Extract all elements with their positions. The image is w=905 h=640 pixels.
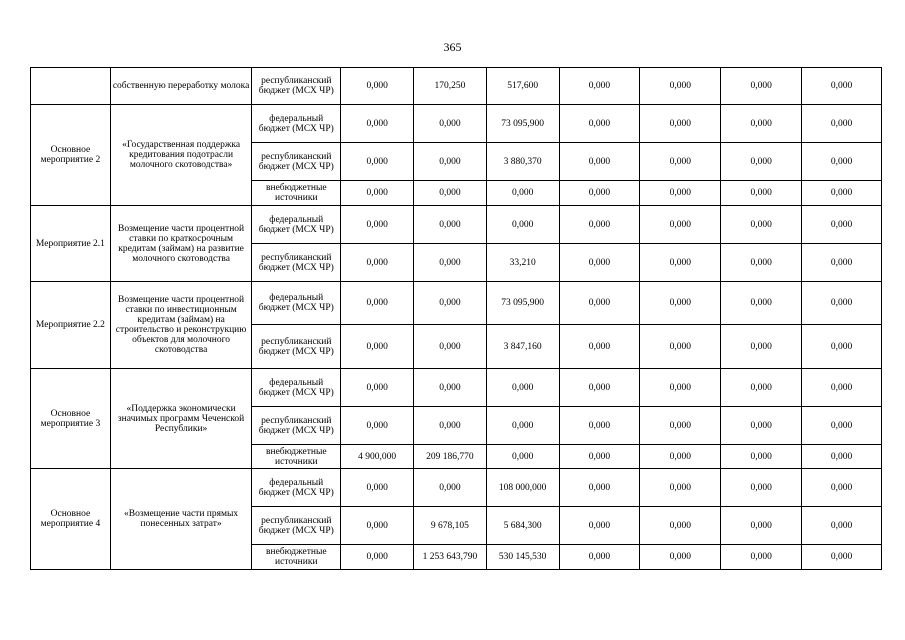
value-cell: 0,000 [414, 244, 487, 282]
value-cell: 0,000 [802, 282, 882, 325]
value-cell: 73 095,900 [486, 105, 559, 143]
value-cell: 0,000 [640, 206, 721, 244]
value-cell: 0,000 [341, 282, 414, 325]
funding-source: республиканский бюджет (МСХ ЧР) [252, 407, 341, 445]
value-cell: 0,000 [559, 469, 640, 507]
value-cell: 0,000 [414, 105, 487, 143]
value-cell: 0,000 [721, 105, 802, 143]
funding-source: республиканский бюджет (МСХ ЧР) [252, 244, 341, 282]
value-cell: 0,000 [640, 469, 721, 507]
table-row [31, 282, 882, 325]
value-cell: 209 186,770 [414, 445, 487, 469]
value-cell: 0,000 [559, 445, 640, 469]
value-cell: 1 253 643,790 [414, 545, 487, 570]
value-cell: 0,000 [640, 325, 721, 369]
value-cell: 0,000 [721, 325, 802, 369]
value-cell: 0,000 [640, 507, 721, 545]
value-cell: 0,000 [414, 369, 487, 407]
value-cell: 0,000 [559, 105, 640, 143]
value-cell: 0,000 [341, 143, 414, 181]
value-cell: 0,000 [721, 181, 802, 206]
value-cell: 0,000 [802, 507, 882, 545]
value-cell: 0,000 [802, 369, 882, 407]
value-cell: 0,000 [640, 244, 721, 282]
value-cell: 0,000 [640, 68, 721, 105]
value-cell: 0,000 [341, 545, 414, 570]
value-cell: 0,000 [341, 206, 414, 244]
value-cell: 0,000 [341, 68, 414, 105]
value-cell: 0,000 [486, 369, 559, 407]
value-cell: 0,000 [341, 469, 414, 507]
value-cell: 0,000 [721, 545, 802, 570]
funding-source: республиканский бюджет (МСХ ЧР) [252, 143, 341, 181]
value-cell: 0,000 [414, 325, 487, 369]
budget-table [30, 67, 882, 570]
value-cell: 0,000 [640, 369, 721, 407]
value-cell: 0,000 [414, 206, 487, 244]
value-cell: 0,000 [802, 445, 882, 469]
measure-title: собственную переработку молока [110, 68, 251, 105]
funding-source: федеральный бюджет (МСХ ЧР) [252, 469, 341, 507]
value-cell: 0,000 [559, 282, 640, 325]
value-cell: 0,000 [486, 206, 559, 244]
value-cell: 5 684,300 [486, 507, 559, 545]
value-cell: 0,000 [559, 545, 640, 570]
value-cell: 0,000 [802, 545, 882, 570]
value-cell: 530 145,530 [486, 545, 559, 570]
table-row [31, 369, 882, 407]
value-cell: 0,000 [721, 507, 802, 545]
value-cell: 0,000 [341, 244, 414, 282]
value-cell: 0,000 [640, 545, 721, 570]
measure-title: «Поддержка экономически значимых программ Чеченской Республики» [110, 369, 251, 469]
measure-title: «Государственная поддержка кредитования подотрасли молочного скотоводства» [110, 105, 251, 206]
measure-code: Мероприятие 2.1 [31, 206, 111, 282]
table-row [31, 469, 882, 507]
value-cell: 0,000 [802, 407, 882, 445]
value-cell: 0,000 [802, 244, 882, 282]
funding-source: федеральный бюджет (МСХ ЧР) [252, 282, 341, 325]
value-cell: 0,000 [721, 445, 802, 469]
value-cell: 0,000 [559, 244, 640, 282]
value-cell: 0,000 [341, 407, 414, 445]
funding-source: внебюджетные источники [252, 445, 341, 469]
value-cell: 0,000 [486, 181, 559, 206]
measure-code [31, 68, 111, 105]
value-cell: 3 847,160 [486, 325, 559, 369]
value-cell: 0,000 [414, 181, 487, 206]
value-cell: 0,000 [486, 407, 559, 445]
value-cell: 73 095,900 [486, 282, 559, 325]
value-cell: 0,000 [559, 369, 640, 407]
value-cell: 0,000 [414, 407, 487, 445]
funding-source: федеральный бюджет (МСХ ЧР) [252, 206, 341, 244]
measure-code: Основное мероприятие 4 [31, 469, 111, 570]
value-cell: 0,000 [414, 469, 487, 507]
funding-source: республиканский бюджет (МСХ ЧР) [252, 68, 341, 105]
value-cell: 0,000 [721, 407, 802, 445]
value-cell: 0,000 [341, 369, 414, 407]
value-cell: 0,000 [640, 143, 721, 181]
value-cell: 108 000,000 [486, 469, 559, 507]
value-cell: 0,000 [802, 206, 882, 244]
value-cell: 0,000 [640, 282, 721, 325]
value-cell: 0,000 [721, 282, 802, 325]
value-cell: 0,000 [486, 445, 559, 469]
value-cell: 0,000 [414, 143, 487, 181]
value-cell: 0,000 [640, 181, 721, 206]
value-cell: 9 678,105 [414, 507, 487, 545]
value-cell: 0,000 [341, 181, 414, 206]
value-cell: 170,250 [414, 68, 487, 105]
value-cell: 0,000 [341, 325, 414, 369]
value-cell: 0,000 [721, 469, 802, 507]
value-cell: 33,210 [486, 244, 559, 282]
value-cell: 0,000 [559, 325, 640, 369]
funding-source: республиканский бюджет (МСХ ЧР) [252, 325, 341, 369]
value-cell: 0,000 [640, 445, 721, 469]
value-cell: 0,000 [721, 244, 802, 282]
measure-title: «Возмещение части прямых понесенных затрат» [110, 469, 251, 570]
table-body [31, 68, 882, 570]
measure-title: Возмещение части процентной ставки по инвестиционным кредитам (займам) на строительство и реконструкцию объектов для молочного скотоводства [110, 282, 251, 369]
measure-title: Возмещение части процентной ставки по краткосрочным кредитам (займам) на развитие молочного скотоводства [110, 206, 251, 282]
value-cell: 0,000 [559, 143, 640, 181]
value-cell: 0,000 [802, 68, 882, 105]
value-cell: 4 900,000 [341, 445, 414, 469]
funding-source: федеральный бюджет (МСХ ЧР) [252, 369, 341, 407]
value-cell: 0,000 [721, 68, 802, 105]
value-cell: 0,000 [559, 206, 640, 244]
value-cell: 0,000 [559, 68, 640, 105]
funding-source: республиканский бюджет (МСХ ЧР) [252, 507, 341, 545]
value-cell: 0,000 [802, 325, 882, 369]
value-cell: 0,000 [640, 407, 721, 445]
measure-code: Основное мероприятие 2 [31, 105, 111, 206]
value-cell: 0,000 [341, 105, 414, 143]
page-number: 365 [443, 40, 462, 54]
value-cell: 0,000 [559, 407, 640, 445]
value-cell: 0,000 [721, 143, 802, 181]
value-cell: 0,000 [341, 507, 414, 545]
value-cell: 0,000 [721, 369, 802, 407]
measure-code: Мероприятие 2.2 [31, 282, 111, 369]
funding-source: федеральный бюджет (МСХ ЧР) [252, 105, 341, 143]
value-cell: 3 880,370 [486, 143, 559, 181]
value-cell: 0,000 [414, 282, 487, 325]
value-cell: 0,000 [802, 181, 882, 206]
value-cell: 517,600 [486, 68, 559, 105]
value-cell: 0,000 [802, 143, 882, 181]
funding-source: внебюджетные источники [252, 181, 341, 206]
table-row [31, 206, 882, 244]
funding-source: внебюджетные источники [252, 545, 341, 570]
value-cell: 0,000 [802, 105, 882, 143]
value-cell: 0,000 [802, 469, 882, 507]
value-cell: 0,000 [721, 206, 802, 244]
table-row [31, 68, 882, 105]
value-cell: 0,000 [559, 507, 640, 545]
measure-code: Основное мероприятие 3 [31, 369, 111, 469]
value-cell: 0,000 [640, 105, 721, 143]
value-cell: 0,000 [559, 181, 640, 206]
table-row [31, 105, 882, 143]
